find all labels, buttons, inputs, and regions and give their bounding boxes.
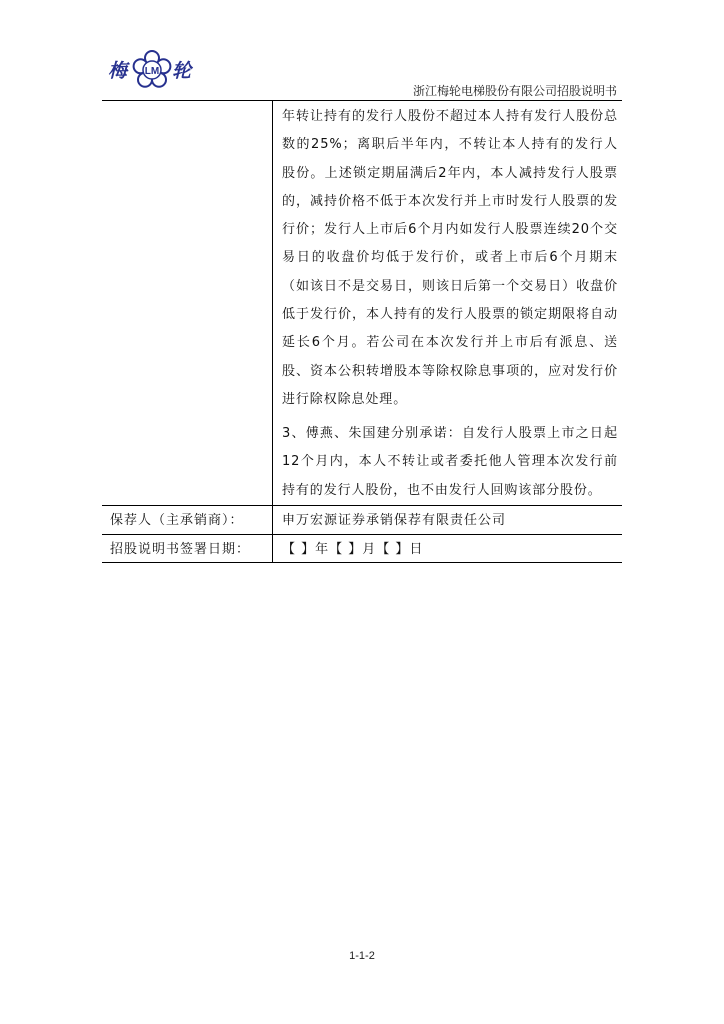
plum-blossom-logo-icon <box>132 50 172 90</box>
table-row-divider <box>102 505 622 506</box>
signing-date-value: 【 】年【 】月【 】日 <box>282 542 424 557</box>
sponsor-label: 保荐人（主承销商）： <box>110 513 244 528</box>
signing-date-label: 招股说明书签署日期： <box>110 542 251 557</box>
table-bottom-border <box>102 562 622 563</box>
company-logo <box>108 50 204 90</box>
commitment-paragraph-2: 3、傅燕、朱国建分别承诺：自发行人股票上市之日起12个月内，本人不转让或者委托他人管理本次发行前持有的发行人股份，也不由发行人回购该部分股份。 <box>282 426 618 498</box>
sponsor-value: 申万宏源证券承销保荐有限责任公司 <box>282 513 507 528</box>
table-column-divider <box>272 101 273 562</box>
logo-mark-text: LM <box>144 66 160 77</box>
header-divider <box>102 100 622 101</box>
logo-right-char: 轮 <box>172 60 192 82</box>
document-header-title: 浙江梅轮电梯股份有限公司招股说明书 <box>412 84 617 98</box>
commitment-paragraph-1: 年转让持有的发行人股份不超过本人持有发行人股份总数的25%；离职后半年内，不转让本人持有的发行人股份。上述锁定期届满后2年内，本人减持发行人股票的，减持价格不低于本次发行并上市时发行人股票的发行价；发行人上市后6个月内如发行人股票连续20个交易日的收盘价均低于发行价，或者上市后6个月期末（如该日不是交易日，则该日后第一个交易日）收盘价低于发行价，本人持有的发行人股票的锁定期限将自动延长6个月。若公司在本次发行并上市后有派息、送股、资本公积转增股本等除权除息事项的，应对发行价进行除权除息处理。 <box>282 109 618 407</box>
page-number: 1-1-2 <box>349 950 375 962</box>
table-row-divider <box>102 534 622 535</box>
logo-left-char: 梅 <box>108 60 128 82</box>
